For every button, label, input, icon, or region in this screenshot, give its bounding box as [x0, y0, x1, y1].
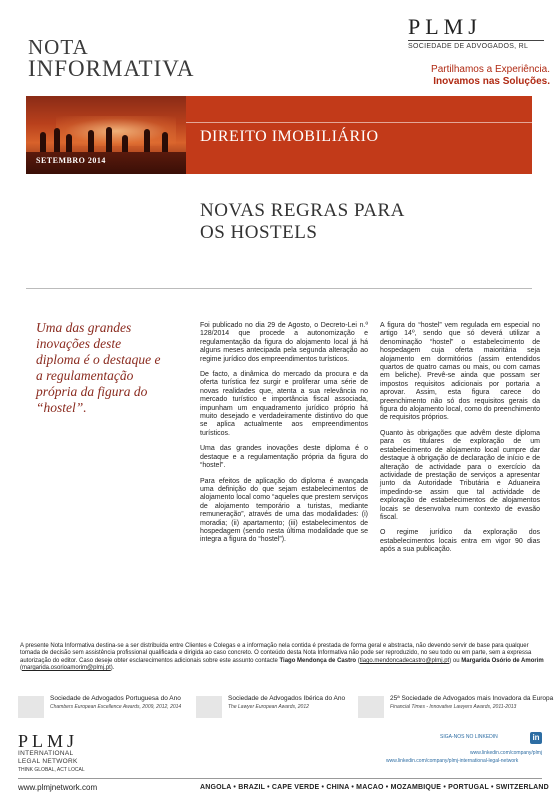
tagline — [400, 64, 550, 88]
paragraph: De facto, a dinâmica do mercado da procura e da oferta turística fez surgir e proliferar uma série de novas realidades que, atenta a sua relevância no mercado turístico e importância fiscal associada, impunham um enquadramento jurídico próprio há muito desejado e verdadeiramente distintivo do que se aplica actualmente aos empreendimentos turísticos. — [200, 371, 368, 437]
body-column-1 — [200, 322, 368, 552]
logo-divider — [408, 40, 544, 41]
disclaimer: A presente Nota Informativa destina-se a ser distribuída entre Clientes e Colegas e a informação nela contida é prestada de forma geral e abstracta, não devendo servir de base para qualquer tomada de decisão sem assistência profissional qualificada e dirigida ao caso concreto. O conteúdo desta Nota Informativa não pode ser reproduzido, no seu todo ou em parte, sem a expressa autorização do editor. Caso deseje obter esclarecimentos adicionais sobre este assunto contacte Tiago Mendonça de Castro (tiago.mendoncadecastro@plmj.pt) ou Margarida Osório de Amorim (margarida.osorioamorim@plmj.pt). — [20, 643, 544, 672]
paragraph: O regime jurídico da exploração dos estabelecimentos locais entra em vigor 90 dias após a sua publicação. — [380, 529, 540, 554]
award-source: Financial Times - Innovative Lawyers Awards, 2011-2013 — [390, 704, 517, 710]
award-title: 25ª Sociedade de Advogados mais Inovadora da Europa — [390, 695, 554, 702]
logo-mark: PLMJ — [408, 14, 482, 39]
award-title: Sociedade de Advogados Ibérica do Ano — [228, 695, 346, 702]
network-logo — [18, 732, 85, 773]
linkedin-link[interactable]: www.linkedin.com/company/plmj — [470, 750, 542, 756]
award-source: Chambers European Excellence Awards, 2009, 2012, 2014 — [50, 704, 182, 710]
footer-divider — [18, 778, 542, 779]
tagline-line-1: Partilhamos a Experiência. — [431, 64, 550, 75]
title-line-1: NOTA — [28, 35, 89, 59]
headline-line-2: OS HOSTELS — [200, 222, 318, 243]
plmj-logo — [408, 16, 548, 50]
award-item — [196, 694, 366, 722]
headline-line-1: NOVAS REGRAS PARA — [200, 200, 405, 221]
award-badge-icon — [358, 696, 384, 718]
award-item — [18, 694, 198, 722]
linkedin-network-link[interactable]: www.linkedin.com/company/plmj-international-legal-network — [386, 758, 519, 764]
article-headline — [200, 200, 520, 244]
publication-date: SETEMBRO 2014 — [36, 156, 106, 165]
contact-email-1[interactable]: tiago.mendoncadecastro@plmj.pt — [359, 657, 450, 664]
award-source: The Lawyer European Awards, 2012 — [228, 704, 309, 710]
country-list: ANGOLA • BRAZIL • CAPE VERDE • CHINA • MACAO • MOZAMBIQUE • PORTUGAL • SWITZERLAND — [200, 784, 549, 791]
contact-name-1: Tiago Mendonça de Castro — [279, 657, 357, 664]
award-item — [358, 694, 554, 722]
divider — [26, 288, 532, 289]
network-name-1: INTERNATIONAL — [18, 750, 74, 757]
tagline-line-2: Inovamos nas Soluções. — [433, 76, 550, 87]
paragraph: Uma das grandes inovações deste diploma é o destaque e a regulamentação própria da figura do “hostel”. — [200, 445, 368, 470]
body-column-2 — [380, 322, 540, 562]
logo-subtitle: SOCIEDADE DE ADVOGADOS, RL — [408, 43, 529, 50]
award-badge-icon — [196, 696, 222, 718]
paragraph: A figura do “hostel” vem regulada em especial no artigo 14º, sendo que só deverá utilizar a denominação “hostel” o estabelecimento de hospedagem cuja oferta maioritária seja alojamento em dormitórios (assim entendidos quartos de quatro camas ou mais, ou com camas em beliche). Prevê-se ainda que possam ser impostos requisitos adicionais por portaria a aprovar. Assim, esta figura carece do preenchimento não só dos requisitos gerais da figura do alojamento local, como do preenchimento de requisitos próprios. — [380, 322, 540, 422]
linkedin-label: SIGA-NOS NO LINKEDIN — [440, 734, 498, 740]
award-title: Sociedade de Advogados Portuguesa do Ano — [50, 695, 181, 702]
document-title — [28, 36, 195, 80]
website-link[interactable]: www.plmjnetwork.com — [18, 783, 98, 792]
title-line-2: INFORMATIVA — [28, 56, 195, 81]
network-name-2: LEGAL NETWORK — [18, 757, 78, 765]
contact-email-2[interactable]: margarida.osorioamorim@plmj.pt — [22, 665, 111, 672]
linkedin-icon[interactable]: in — [530, 732, 542, 744]
network-mark: PLMJ — [18, 731, 79, 751]
paragraph: Foi publicado no dia 29 de Agosto, o Decreto-Lei n.º 128/2014 que procede a autonomização e regulamentação da figura do alojamento local já há alguns meses antecipada pela segunda alteração ao regime jurídico dos empreendimentos turísticos. — [200, 322, 368, 363]
paragraph: Quanto às obrigações que advêm deste diploma para os titulares de exploração de um estabelecimento de alojamento local cumpre dar destaque à obrigação de declaração de início e de alteração de actividade para o exercício da actividade de prestação de serviços a apresentar junto da Autoridade Tributária e Aduaneira impedindo-se assim que tal actividade de exploração de estabelecimentos de alojamentos locais se desenvolva num contexto de evasão fiscal. — [380, 429, 540, 521]
award-badge-icon — [18, 696, 44, 718]
contact-name-2: Margarida Osório de Amorim — [461, 657, 544, 664]
network-tagline: THINK GLOBAL, ACT LOCAL — [18, 767, 85, 773]
pull-quote: Uma das grandes inovações deste diploma é o destaque e a regulamentação própria da figura do “hostel”. — [36, 320, 161, 415]
paragraph: Para efeitos de aplicação do diploma é avançada uma definição do que sejam estabelecimentos de alojamento local como “aqueles que prestem serviços de alojamento temporário a turistas, mediante remuneração”, através de uma das modalidades: (i) moradia; (ii) apartamento; (iii) estabelecimentos de hospedagem (sendo nesta última modalidade que se integra a figura do “hostel”). — [200, 477, 368, 544]
section-title: DIREITO IMOBILIÁRIO — [200, 128, 379, 145]
